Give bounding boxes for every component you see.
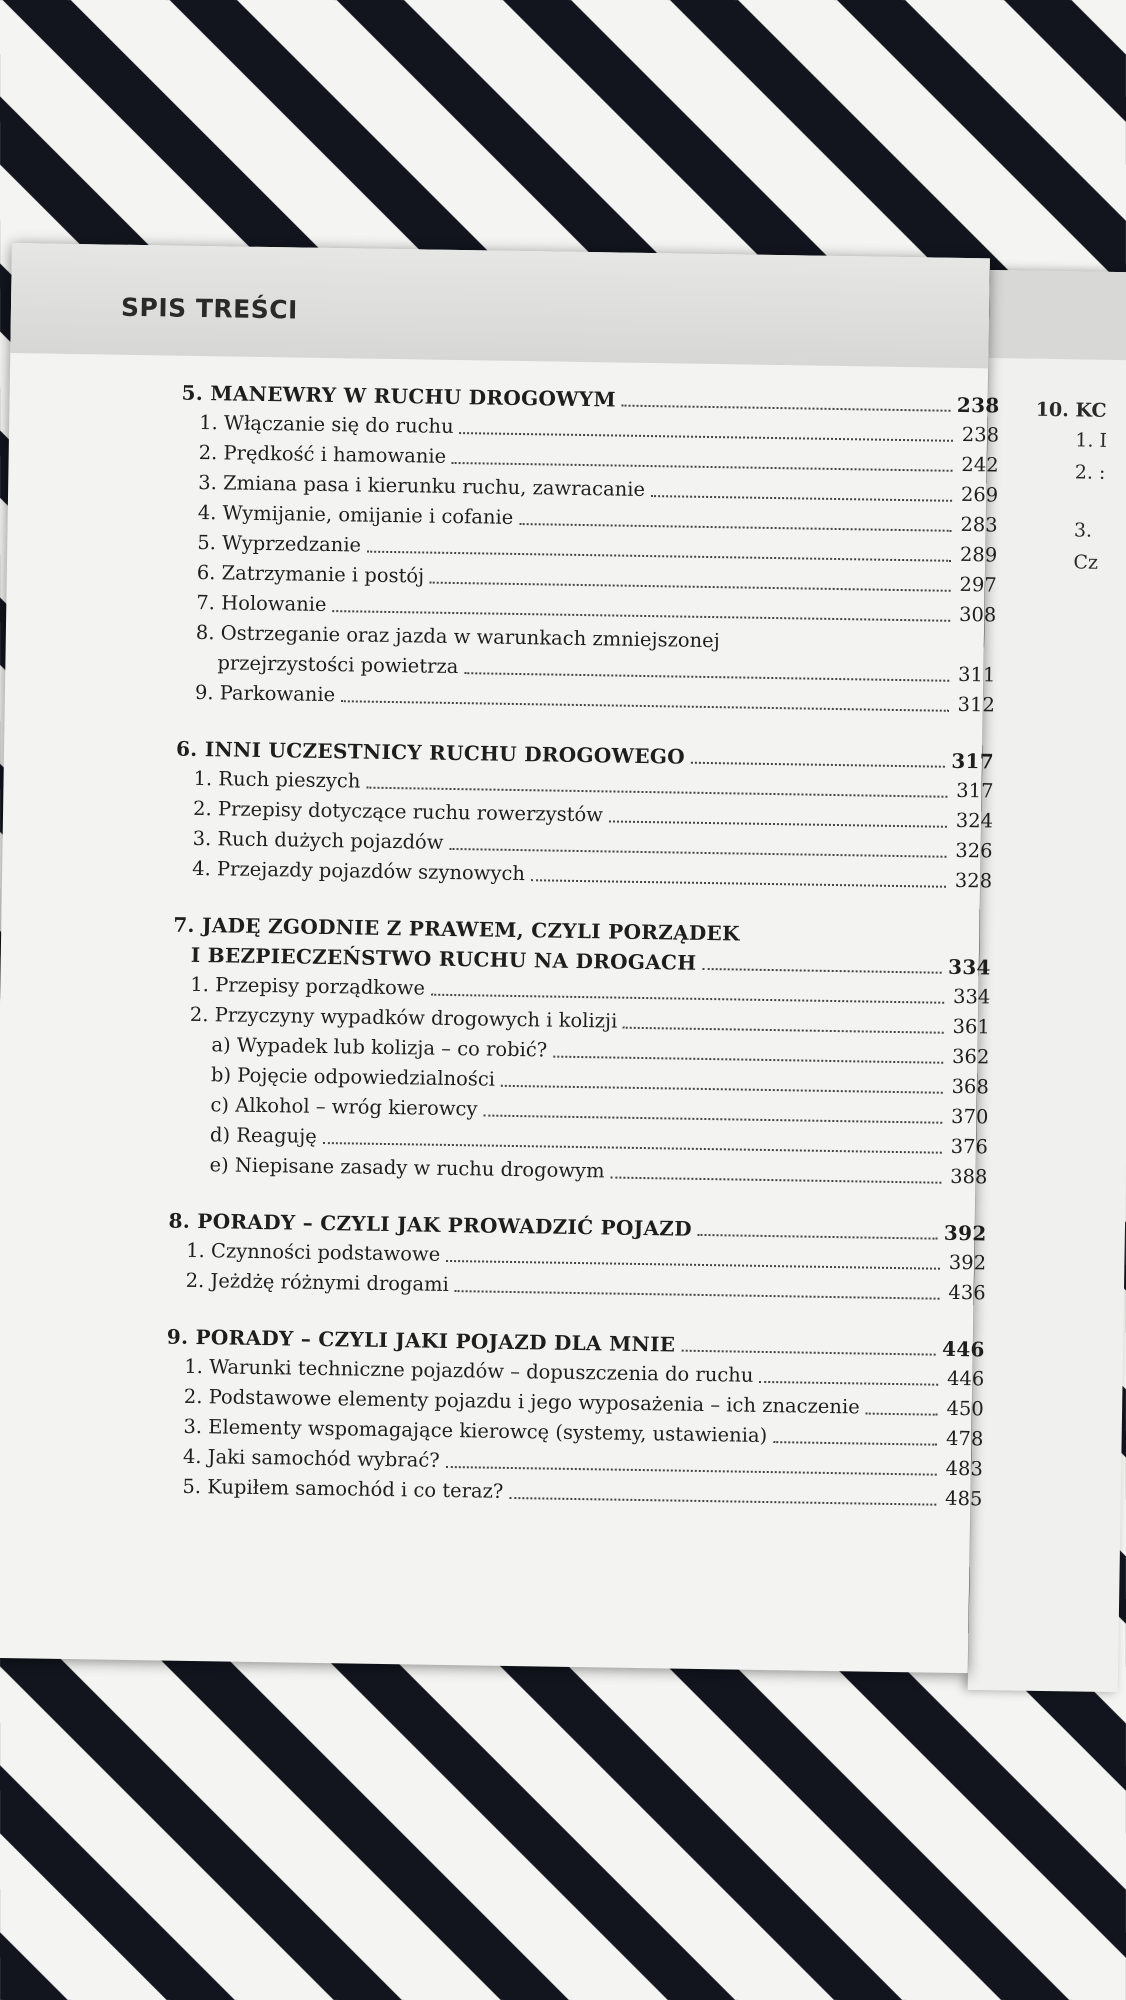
- toc-entry-label: a) Wypadek lub kolizja – co robić?: [211, 1033, 548, 1062]
- dot-leader: [483, 1115, 942, 1124]
- dot-leader: [866, 1413, 938, 1416]
- dot-leader: [610, 1177, 941, 1184]
- toc-section: [169, 908, 991, 1191]
- toc-entry-page-number: 483: [945, 1456, 984, 1481]
- toc-entry-label: 6. Zatrzymanie i postój: [196, 560, 425, 588]
- table-of-contents: [164, 376, 1000, 1539]
- section-heading-continued-page-number: 334: [947, 954, 991, 980]
- toc-entry-page-number: 242: [961, 452, 999, 477]
- dot-leader: [759, 1381, 938, 1386]
- toc-entry-label: 9. Parkowanie: [194, 680, 336, 707]
- toc-entry-label: 5. Kupiłem samochód i co teraz?: [182, 1474, 504, 1503]
- toc-entry-page-number: 388: [950, 1164, 988, 1189]
- section-heading-label: 7. JADĘ ZGODNIE Z PRAWEM, CZYLI PORZĄDEK: [173, 912, 740, 946]
- toc-entry-label: 3. Zmiana pasa i kierunku ruchu, zawracanie: [198, 470, 646, 501]
- toc-entry-label: b) Pojęcie odpowiedzialności: [210, 1063, 496, 1091]
- section-heading-page-number: 238: [956, 392, 1000, 418]
- toc-entry-label: 2. Prędkość i hamowanie: [198, 440, 447, 468]
- toc-entry-page-number: 317: [956, 778, 994, 803]
- toc-entry-label: c) Alkohol – wróg kierowcy: [210, 1093, 478, 1121]
- toc-section: [164, 1320, 985, 1513]
- toc-entry-continued-page-number: 311: [957, 662, 996, 687]
- dot-leader: [622, 405, 951, 412]
- toc-entry-page-number: 370: [950, 1104, 989, 1129]
- toc-entry-label: 1. Przepisy porządkowe: [190, 972, 426, 1000]
- toc-entry-page-number: 312: [957, 692, 996, 717]
- toc-entry-page-number: 238: [961, 422, 1000, 447]
- dot-leader: [623, 1027, 944, 1034]
- toc-entry-label: 5. Wyprzedzanie: [197, 530, 362, 557]
- toc-entry-page-number: 450: [946, 1396, 984, 1421]
- toc-entry-label: 2. Podstawowe elementy pojazdu i jego wyposażenia – ich znaczenie: [183, 1384, 860, 1419]
- dot-leader: [501, 1085, 943, 1094]
- dot-leader: [531, 879, 946, 888]
- toc-entry-page-number: 485: [944, 1486, 983, 1511]
- toc-entry-label: 2. Przepisy dotyczące ruchu rowerzystów: [192, 796, 604, 827]
- toc-section: [168, 1204, 987, 1307]
- section-heading-label: 5. MANEWRY W RUCHU DROGOWYM: [181, 380, 617, 412]
- toc-entry-page-number: 326: [955, 838, 993, 863]
- toc-entry-label: 4. Jaki samochód wybrać?: [182, 1444, 440, 1472]
- toc-entry-page-number: 446: [946, 1366, 985, 1391]
- toc-entry-label: d) Reaguję: [209, 1123, 317, 1148]
- header-band: [10, 243, 990, 368]
- section-heading-label: 8. PORADY – CZYLI JAK PROWADZIĆ POJAZD: [168, 1208, 693, 1241]
- dot-leader: [651, 495, 952, 502]
- toc-entry-label: 4. Przejazdy pojazdów szynowych: [192, 856, 526, 886]
- adjacent-page-header-band: [989, 270, 1126, 360]
- toc-entry-label: 7. Holowanie: [196, 590, 327, 616]
- toc-entry-page-number: 478: [945, 1426, 984, 1451]
- toc-entry-page-number: 392: [948, 1250, 987, 1275]
- dot-leader: [691, 762, 945, 768]
- toc-entry-page-number: 308: [958, 602, 997, 627]
- section-heading-page-number: 317: [951, 748, 995, 774]
- adjacent-page-line: 10. KC: [1035, 398, 1107, 422]
- toc-entry-page-number: 376: [950, 1134, 989, 1159]
- dot-leader: [702, 968, 942, 974]
- dot-leader: [341, 700, 949, 712]
- toc-entry-page-number: 269: [960, 482, 999, 507]
- toc-entry-label: 8. Ostrzeganie oraz jazda w warunkach zmniejszonej: [195, 620, 720, 653]
- toc-entry-label: 1. Czynności podstawowe: [186, 1238, 441, 1266]
- toc-entry-label: 2. Przyczyny wypadków drogowych i kolizji: [189, 1002, 618, 1033]
- toc-entry-label: 2. Jeżdżę różnymi drogami: [185, 1268, 450, 1296]
- section-heading-label: 9. PORADY – CZYLI JAKI POJAZD DLA MNIE: [166, 1324, 676, 1357]
- dot-leader: [519, 523, 951, 532]
- dot-leader: [773, 1441, 937, 1446]
- toc-entry-label: 3. Ruch dużych pojazdów: [192, 826, 444, 854]
- toc-entry-label: 3. Elementy wspomagające kierowcę (systemy, ustawienia): [183, 1414, 768, 1448]
- dot-leader: [698, 1234, 938, 1240]
- adjacent-page-line: 2. :: [1074, 461, 1106, 484]
- dot-leader: [509, 1497, 936, 1506]
- toc-entry-label: 1. Włączanie się do ruchu: [199, 410, 454, 438]
- section-heading-page-number: 392: [943, 1220, 987, 1246]
- toc-section: [174, 732, 994, 895]
- dot-leader: [609, 820, 947, 827]
- toc-entry-page-number: 283: [960, 512, 998, 537]
- section-heading-label: 6. INNI UCZESTNICY RUCHU DROGOWEGO: [175, 736, 686, 769]
- dot-leader: [553, 1056, 943, 1064]
- dot-leader: [681, 1350, 936, 1356]
- toc-entry-page-number: 297: [959, 572, 997, 597]
- toc-entry-page-number: 324: [955, 808, 994, 833]
- adjacent-page-line: 3.: [1073, 519, 1093, 542]
- toc-entry-page-number: 436: [948, 1280, 986, 1305]
- toc-entry-page-number: 334: [952, 984, 991, 1009]
- page-title: SPIS TREŚCI: [120, 292, 299, 325]
- section-heading-continued-label: I BEZPIECZEŃSTWO RUCHU NA DROGACH: [190, 942, 697, 975]
- toc-entry-page-number: 362: [951, 1044, 990, 1069]
- toc-section: [177, 376, 1000, 719]
- dot-leader: [455, 1290, 940, 1300]
- adjacent-page-line: Cz: [1073, 551, 1099, 574]
- toc-entry-page-number: 328: [954, 868, 993, 893]
- toc-entry-page-number: 361: [952, 1014, 990, 1039]
- toc-entry-continued-label: przejrzystości powietrza: [217, 651, 459, 679]
- toc-page: [0, 243, 1000, 1673]
- adjacent-page-line: 1. I: [1075, 429, 1108, 452]
- toc-entry-label: 1. Warunki techniczne pojazdów – dopuszczenia do ruchu: [184, 1354, 754, 1387]
- toc-entry-page-number: 368: [951, 1074, 990, 1099]
- section-heading-page-number: 446: [941, 1336, 985, 1362]
- toc-entry-label: e) Niepisane zasady w ruchu drogowym: [209, 1153, 605, 1183]
- toc-entry-page-number: 289: [959, 542, 998, 567]
- toc-entry-label: 1. Ruch pieszych: [193, 766, 361, 793]
- toc-entry-label: 4. Wymijanie, omijanie i cofanie: [197, 500, 514, 529]
